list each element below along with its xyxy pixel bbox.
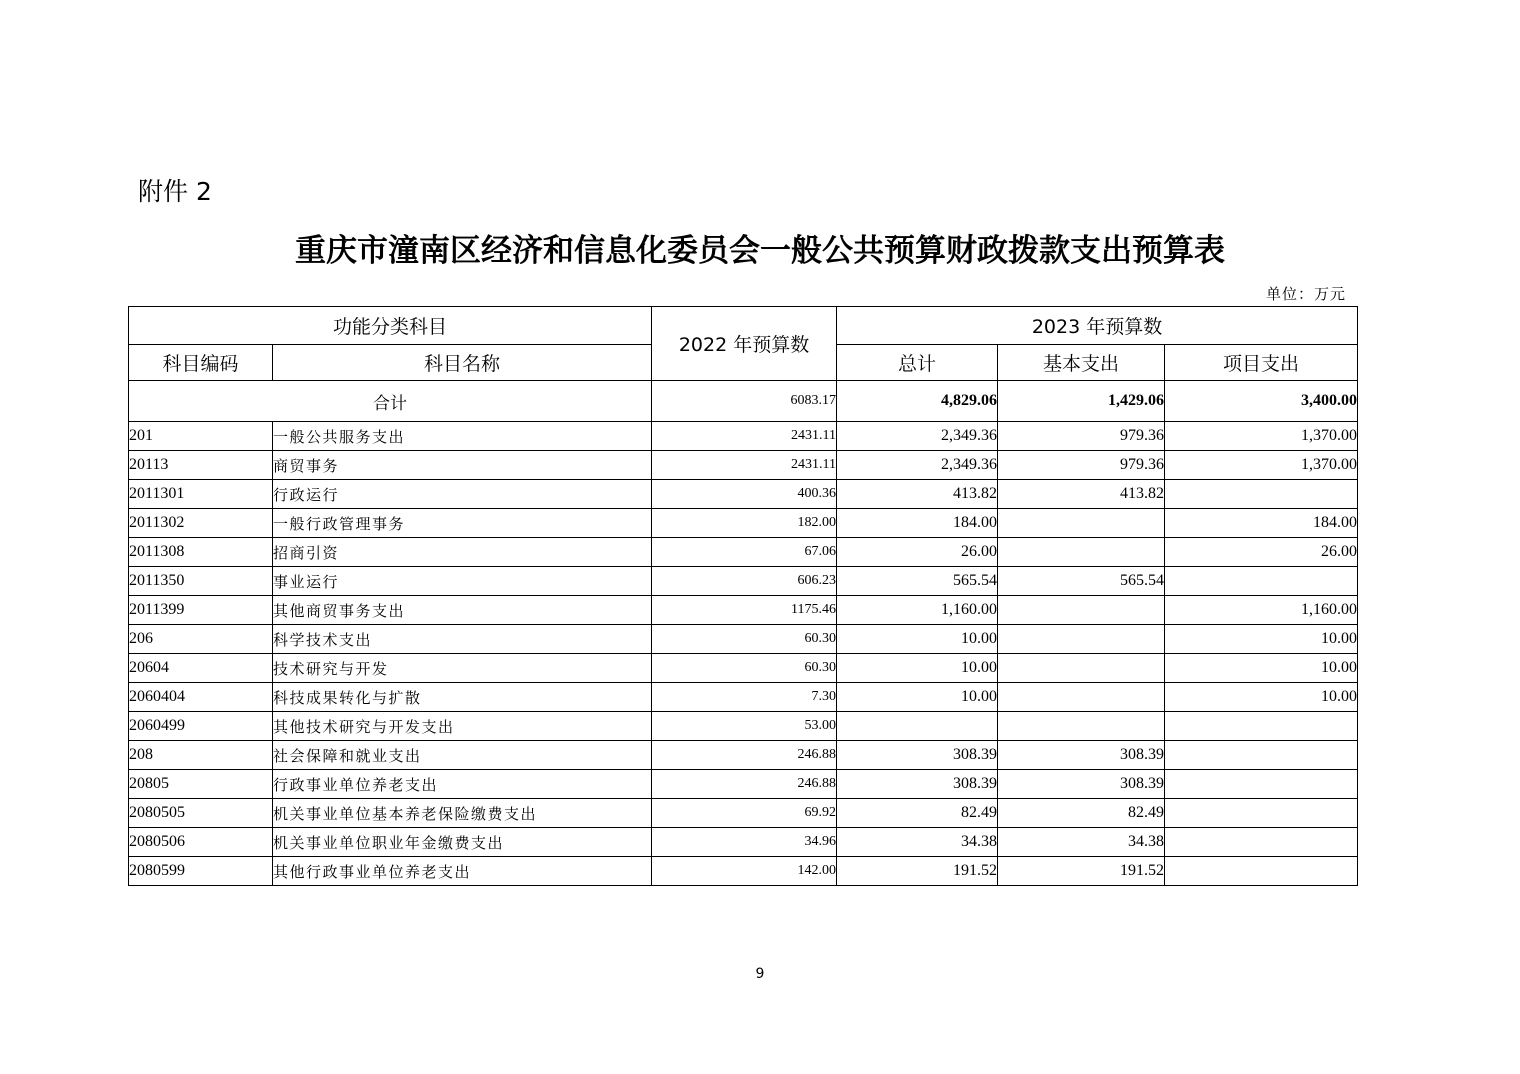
row-project: 184.00	[1165, 509, 1358, 538]
row-basic	[998, 509, 1165, 538]
row-2022: 246.88	[652, 741, 837, 770]
row-2022: 53.00	[652, 712, 837, 741]
row-project	[1165, 567, 1358, 596]
row-total: 26.00	[837, 538, 998, 567]
total-row	[129, 381, 1358, 422]
row-project: 1,370.00	[1165, 422, 1358, 451]
row-name: 一般行政管理事务	[273, 509, 652, 538]
row-project	[1165, 857, 1358, 886]
row-basic	[998, 538, 1165, 567]
row-basic: 413.82	[998, 480, 1165, 509]
row-total: 565.54	[837, 567, 998, 596]
table-row	[129, 538, 1358, 567]
row-code: 2080505	[129, 799, 273, 828]
row-basic: 308.39	[998, 741, 1165, 770]
row-total: 184.00	[837, 509, 998, 538]
row-name: 招商引资	[273, 538, 652, 567]
table-row	[129, 799, 1358, 828]
row-code: 2011350	[129, 567, 273, 596]
total-sum: 4,829.06	[837, 381, 998, 422]
row-code: 2060404	[129, 683, 273, 712]
row-code: 2011308	[129, 538, 273, 567]
table-row	[129, 741, 1358, 770]
page-title: 重庆市潼南区经济和信息化委员会一般公共预算财政拨款支出预算表	[295, 233, 1225, 269]
row-basic: 979.36	[998, 422, 1165, 451]
unit-label: 单位：万元	[1265, 285, 1346, 303]
row-2022: 246.88	[652, 770, 837, 799]
table-row	[129, 451, 1358, 480]
row-total: 191.52	[837, 857, 998, 886]
row-basic	[998, 596, 1165, 625]
total-2022: 6083.17	[652, 381, 837, 422]
header-project: 项目支出	[1165, 345, 1358, 381]
row-project: 26.00	[1165, 538, 1358, 567]
row-code: 20604	[129, 654, 273, 683]
row-2022: 60.30	[652, 625, 837, 654]
row-code: 208	[129, 741, 273, 770]
row-basic: 565.54	[998, 567, 1165, 596]
row-2022: 1175.46	[652, 596, 837, 625]
row-name: 科技成果转化与扩散	[273, 683, 652, 712]
row-total: 2,349.36	[837, 451, 998, 480]
row-name: 社会保障和就业支出	[273, 741, 652, 770]
row-2022: 7.30	[652, 683, 837, 712]
row-project	[1165, 770, 1358, 799]
row-name: 技术研究与开发	[273, 654, 652, 683]
table-row	[129, 770, 1358, 799]
row-project: 10.00	[1165, 683, 1358, 712]
row-2022: 142.00	[652, 857, 837, 886]
table-row	[129, 567, 1358, 596]
row-name: 其他行政事业单位养老支出	[273, 857, 652, 886]
row-code: 2011399	[129, 596, 273, 625]
row-name: 机关事业单位基本养老保险缴费支出	[273, 799, 652, 828]
row-basic	[998, 654, 1165, 683]
row-2022: 69.92	[652, 799, 837, 828]
table-row	[129, 654, 1358, 683]
row-name: 行政运行	[273, 480, 652, 509]
row-project	[1165, 799, 1358, 828]
row-code: 201	[129, 422, 273, 451]
row-project: 10.00	[1165, 654, 1358, 683]
row-total: 413.82	[837, 480, 998, 509]
table-row	[129, 480, 1358, 509]
total-project: 3,400.00	[1165, 381, 1358, 422]
row-2022: 2431.11	[652, 422, 837, 451]
row-total: 308.39	[837, 741, 998, 770]
row-name: 科学技术支出	[273, 625, 652, 654]
row-total: 1,160.00	[837, 596, 998, 625]
table-row	[129, 857, 1358, 886]
table-row	[129, 712, 1358, 741]
header-2023-group: 2023 年预算数	[837, 307, 1358, 345]
row-name: 机关事业单位职业年金缴费支出	[273, 828, 652, 857]
table-row	[129, 828, 1358, 857]
attachment-label: 附件 2	[138, 177, 212, 206]
row-total: 10.00	[837, 654, 998, 683]
row-project	[1165, 712, 1358, 741]
header-code: 科目编码	[129, 345, 273, 381]
row-project: 10.00	[1165, 625, 1358, 654]
header-function-group: 功能分类科目	[129, 307, 652, 345]
row-2022: 34.96	[652, 828, 837, 857]
row-basic	[998, 625, 1165, 654]
row-total: 10.00	[837, 625, 998, 654]
row-basic	[998, 712, 1165, 741]
table-row	[129, 509, 1358, 538]
row-code: 2011302	[129, 509, 273, 538]
row-code: 206	[129, 625, 273, 654]
row-name: 一般公共服务支出	[273, 422, 652, 451]
row-2022: 60.30	[652, 654, 837, 683]
row-total: 34.38	[837, 828, 998, 857]
header-total: 总计	[837, 345, 998, 381]
row-basic: 82.49	[998, 799, 1165, 828]
budget-table	[128, 306, 1358, 886]
row-2022: 606.23	[652, 567, 837, 596]
table-row	[129, 596, 1358, 625]
header-basic: 基本支出	[998, 345, 1165, 381]
row-2022: 182.00	[652, 509, 837, 538]
table-row	[129, 422, 1358, 451]
row-basic	[998, 683, 1165, 712]
table-row	[129, 683, 1358, 712]
row-total	[837, 712, 998, 741]
row-basic: 191.52	[998, 857, 1165, 886]
header-name: 科目名称	[273, 345, 652, 381]
row-code: 2060499	[129, 712, 273, 741]
row-name: 商贸事务	[273, 451, 652, 480]
row-code: 2080506	[129, 828, 273, 857]
row-2022: 67.06	[652, 538, 837, 567]
row-name: 行政事业单位养老支出	[273, 770, 652, 799]
page-number: 9	[755, 966, 765, 982]
total-label: 合计	[129, 381, 652, 422]
row-code: 2080599	[129, 857, 273, 886]
row-project: 1,160.00	[1165, 596, 1358, 625]
total-basic: 1,429.06	[998, 381, 1165, 422]
row-total: 82.49	[837, 799, 998, 828]
row-name: 事业运行	[273, 567, 652, 596]
row-basic: 34.38	[998, 828, 1165, 857]
row-2022: 400.36	[652, 480, 837, 509]
row-total: 2,349.36	[837, 422, 998, 451]
row-project	[1165, 480, 1358, 509]
row-project	[1165, 828, 1358, 857]
row-total: 308.39	[837, 770, 998, 799]
row-2022: 2431.11	[652, 451, 837, 480]
row-name: 其他技术研究与开发支出	[273, 712, 652, 741]
row-project	[1165, 741, 1358, 770]
row-total: 10.00	[837, 683, 998, 712]
row-code: 2011301	[129, 480, 273, 509]
row-project: 1,370.00	[1165, 451, 1358, 480]
row-name: 其他商贸事务支出	[273, 596, 652, 625]
row-code: 20113	[129, 451, 273, 480]
row-basic: 308.39	[998, 770, 1165, 799]
row-basic: 979.36	[998, 451, 1165, 480]
row-code: 20805	[129, 770, 273, 799]
table-row	[129, 625, 1358, 654]
header-2022-budget: 2022 年预算数	[652, 307, 837, 381]
